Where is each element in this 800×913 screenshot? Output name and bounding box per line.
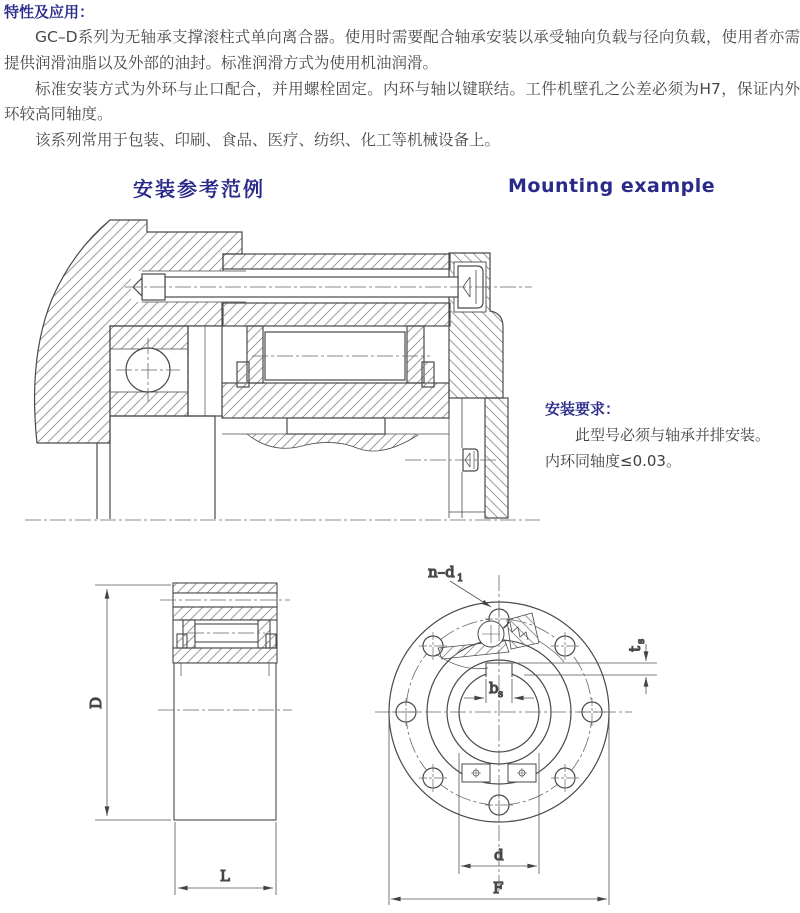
inner-ring [222,383,449,418]
features-paragraph-2: 标准安装方式为外环与止口配合，并用螺栓固定。内环与轴以键联结。工件机壁孔之公差必须为H7，保证内外环较高同轴度。 [4,79,800,124]
front-view-drawing [375,563,657,905]
requirements-heading: 安装要求： [545,400,621,418]
dim-label-t: t [626,645,644,652]
requirements-line-1: 此型号必须与轴承并排安装。 [575,426,771,444]
retainer-clip-right [422,362,434,387]
outer-ring-flange [223,254,450,269]
dim-label-b: b [489,679,499,697]
hub-sleeve [174,663,276,820]
bolt-holes-label-sub: 1 [457,573,464,584]
requirements-line-2: 内环同轴度≤0.03。 [545,452,681,470]
dim-label-t-sub: s [636,638,647,644]
dimension-D [95,585,171,820]
outer-ring-body [222,303,450,326]
side-view-drawing [87,583,292,895]
bolt-holes-label: n–d [428,563,455,581]
mounting-example-cross-section [25,220,540,520]
retainer-clip-left [237,362,249,387]
ball-bearing [110,326,188,416]
features-paragraph-1: GC–D系列为无轴承支撑滚柱式单向离合器。使用时需要配合轴承安装以承受轴向负载与径向负载，使用者亦需提供润滑油脂以及外部的油封。标准润滑方式为使用机油润滑。 [4,28,800,72]
shaft-outline [97,416,215,519]
features-heading: 特性及应用： [4,3,95,21]
section-title-english: Mounting example [508,175,716,197]
dim-label-F: F [493,879,504,897]
shaft-key [287,418,385,434]
features-paragraph-3: 该系列常用于包装、印刷、食品、医疗、纺织、化工等机械设备上。 [35,131,501,150]
dim-label-d: d [494,846,504,864]
dim-label-b-sub: s [498,689,504,700]
dim-label-L: L [220,867,230,885]
dim-label-D: D [87,696,105,709]
section-title-chinese: 安装参考范例 [133,177,265,201]
